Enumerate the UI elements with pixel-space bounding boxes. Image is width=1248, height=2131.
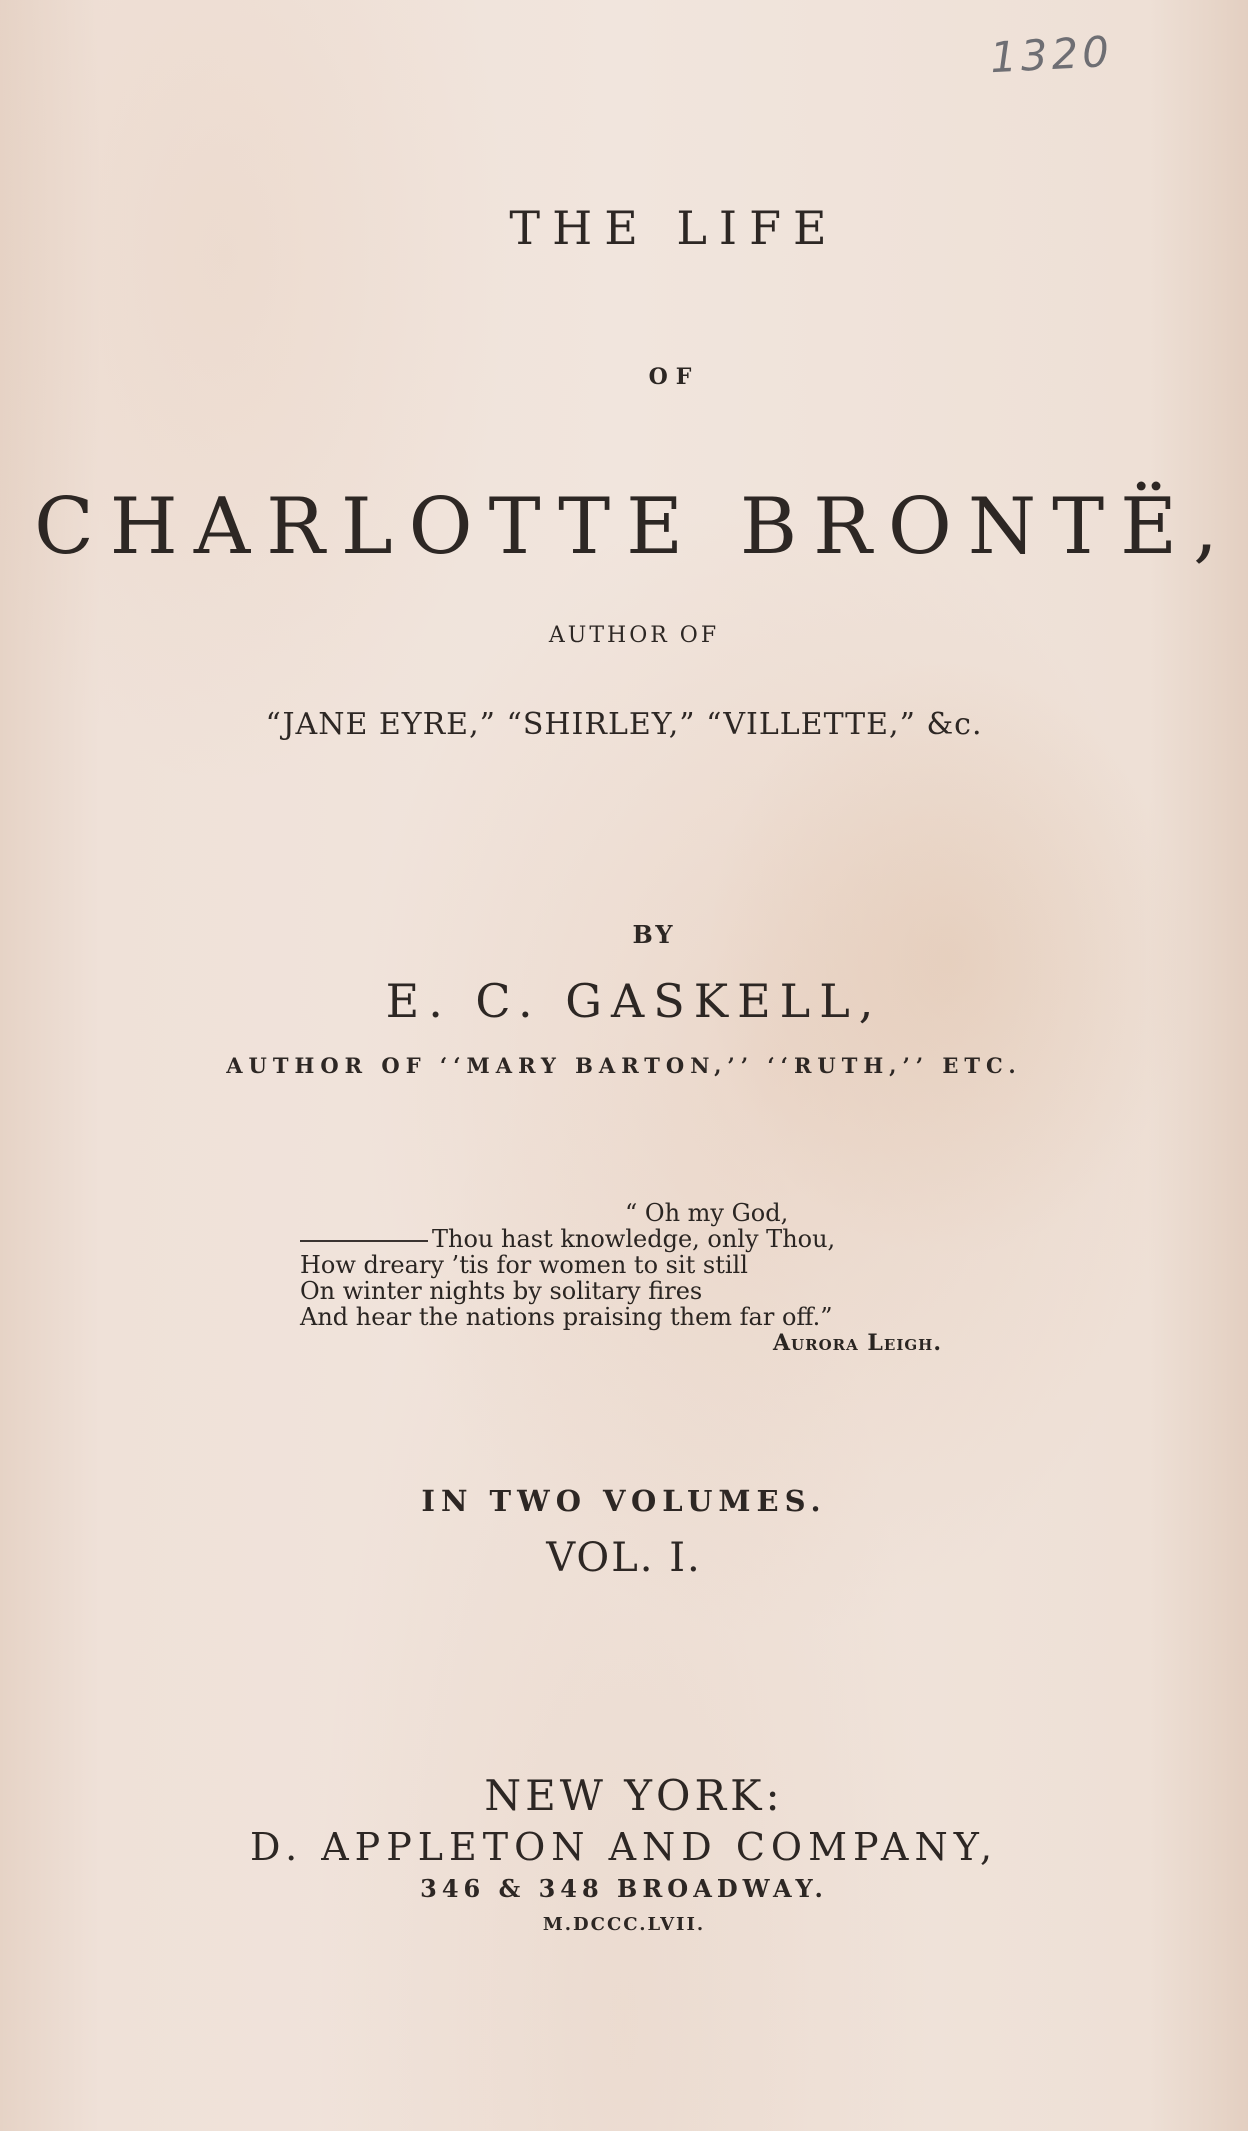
imprint-address: 346 & 348 BROADWAY. (420, 1874, 828, 1903)
imprint-year: M.DCCC.LVII. (542, 1914, 706, 1935)
author-works: AUTHOR OF ‘‘MARY BARTON,’’ ‘‘RUTH,’’ ETC. (226, 1053, 1022, 1078)
imprint-city: NEW YORK: (484, 1771, 784, 1820)
epigraph-dash (300, 1240, 428, 1242)
title-line-1: THE LIFE (509, 201, 839, 255)
handwritten-note: 1320 (988, 26, 1115, 83)
imprint-publisher: D. APPLETON AND COMPANY, (249, 1825, 999, 1869)
by-label: BY (632, 920, 676, 949)
epigraph-attribution: Aurora Leigh. (772, 1330, 942, 1356)
epigraph (300, 1200, 950, 1356)
epigraph-line: On winter nights by solitary fires (300, 1277, 703, 1305)
author-name: E. C. GASKELL, (385, 974, 883, 1028)
epigraph-line-with-dash (300, 1226, 950, 1252)
subject-works: “JANE EYRE,” “SHIRLEY,” “VILLETTE,” &c. (265, 707, 983, 742)
volumes-label: IN TWO VOLUMES. (421, 1484, 827, 1518)
epigraph-line: And hear the nations praising them far off.” (300, 1303, 833, 1331)
volume-number: VOL. I. (546, 1535, 702, 1581)
epigraph-line: “ Oh my God, (625, 1199, 789, 1227)
title-line-2: OF (648, 364, 700, 390)
epigraph-line: How dreary ’tis for women to sit still (300, 1251, 748, 1279)
title-subject-name: CHARLOTTE BRONTË, (34, 482, 1234, 572)
epigraph-line: Thou hast knowledge, only Thou, (432, 1225, 836, 1253)
author-of-label: AUTHOR OF (548, 623, 720, 648)
